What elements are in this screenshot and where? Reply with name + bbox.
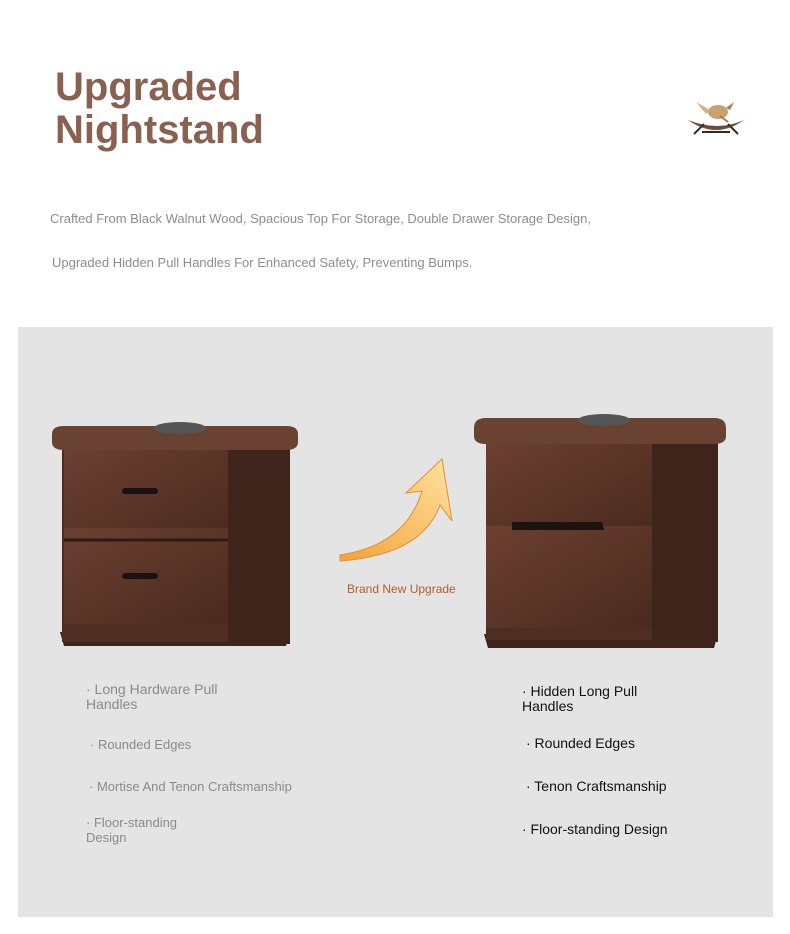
upgrade-label: Brand New Upgrade: [347, 582, 456, 596]
new-nightstand-image: [472, 410, 728, 652]
old-feature-craftsmanship: · Mortise And Tenon Craftsmanship: [89, 779, 292, 794]
old-feature-rounded-edges: · Rounded Edges: [90, 737, 192, 752]
old-feature-floor-standing: · Floor-standing Design: [86, 815, 178, 845]
description-line-2: Upgraded Hidden Pull Handles For Enhanced Safety, Preventing Bumps.: [52, 255, 473, 270]
new-feature-rounded-edges: · Rounded Edges: [526, 735, 635, 751]
new-feature-floor-standing: · Floor-standing Design: [522, 821, 668, 837]
curved-up-arrow-icon: [336, 455, 456, 565]
page-title: [55, 66, 264, 152]
old-nightstand-image: [50, 418, 300, 650]
old-feature-pull-handles: · Long Hardware Pull Handles: [86, 681, 218, 712]
title-line-1: Upgraded: [55, 65, 242, 109]
title-line-2: Nightstand: [55, 108, 264, 152]
new-feature-craftsmanship: · Tenon Craftsmanship: [526, 778, 667, 794]
description-line-1: Crafted From Black Walnut Wood, Spacious Top For Storage, Double Drawer Storage Design,: [50, 211, 591, 226]
bird-on-branch-logo-icon: [684, 96, 748, 142]
new-feature-hidden-handles: · Hidden Long Pull Handles: [522, 683, 638, 714]
